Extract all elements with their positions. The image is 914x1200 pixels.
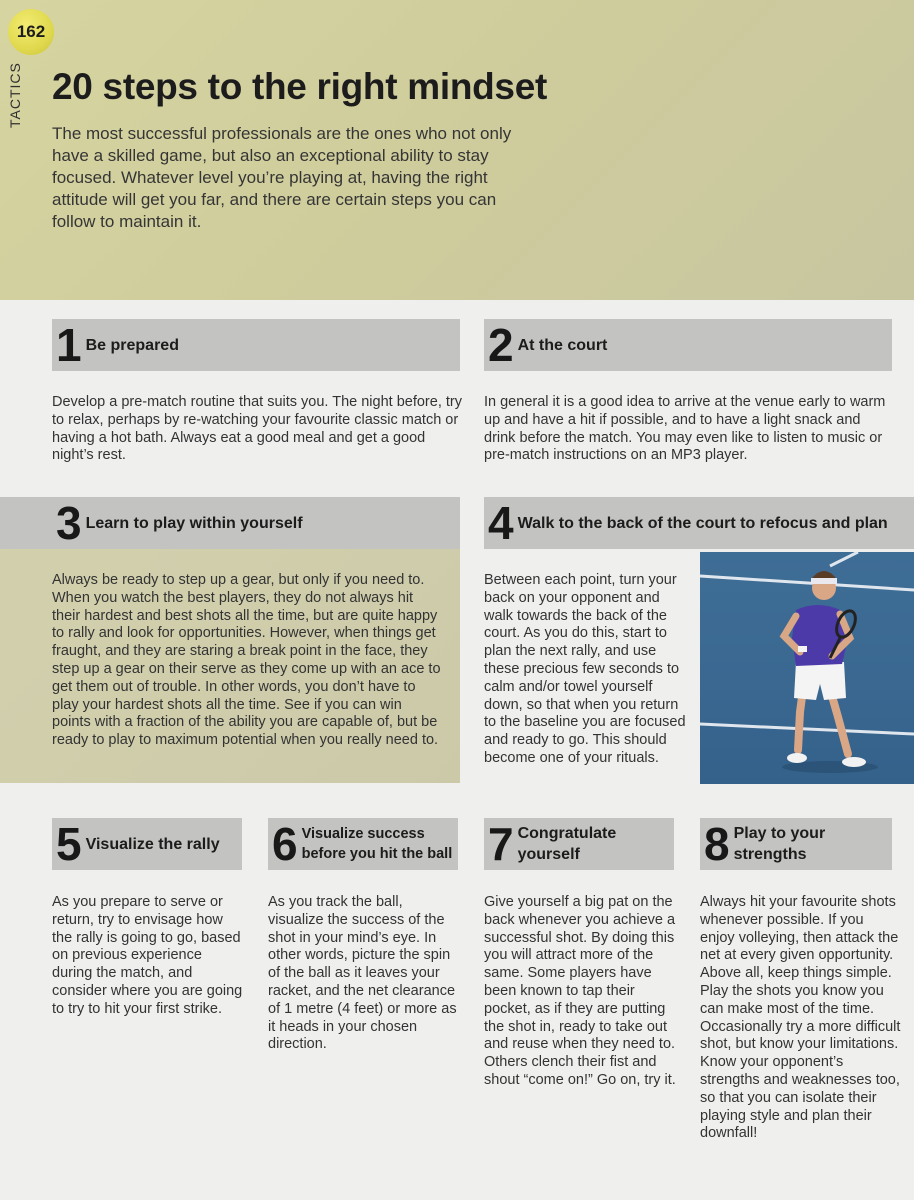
step-number: 6 xyxy=(272,818,298,870)
page-title: 20 steps to the right mindset xyxy=(52,66,547,107)
step-2-header xyxy=(484,319,892,371)
step-4-header xyxy=(484,497,914,549)
page-number-badge xyxy=(8,9,54,55)
step-6-header xyxy=(268,818,458,870)
step-4-body: Between each point, turn your back on your opponent and walk towards the back of the court. As you do this, start to plan the next rally, and use these precious few seconds to calm and/or towel yourself down, so that when you return to the baseline you are focused and ready to go. This should become one of your rituals. xyxy=(484,572,686,766)
step-number: 1 xyxy=(56,319,82,371)
step-number: 7 xyxy=(488,818,514,870)
step-number: 4 xyxy=(488,497,514,549)
step-1-header xyxy=(52,319,460,371)
step-3-header xyxy=(0,497,460,549)
step-number: 5 xyxy=(56,818,82,870)
step-title: Visualize success before you hit the ball xyxy=(301,826,453,862)
step-5-body: As you prepare to serve or return, try to envisage how the rally is going to go, based on previous experience during the match, and consider where you are going to try to hit your first strike. xyxy=(52,894,243,1017)
step-7-body: Give yourself a big pat on the back whenever you achieve a successful shot. By doing this you will attract more of the same. Some players have been known to tap their pocket, as if they are putting the shot in, ready to take out and reuse when they need to. Others clench their fist and shout “come on!” Go on, try it. xyxy=(484,894,676,1088)
step-title: Be prepared xyxy=(85,336,179,354)
step-title: Congratulate yourself xyxy=(517,825,617,863)
step-8-body: Always hit your favourite shots whenever possible. If you enjoy volleying, then attack the net at every given opportunity. Above all, keep things simple. Play the shots you know you can make most of the time. Occasionally try a more difficult shot, but know your limitations. Know your opponent’s strengths and weaknesses too, so that you can isolate their playing style and plan their downfall! xyxy=(700,894,901,1142)
step-number: 8 xyxy=(704,818,730,870)
step-2-body: In general it is a good idea to arrive at the venue early to warm up and have a hit if possible, and to have a light snack and drink before the match. You may even like to listen to music or pre-match instructions on an MP3 player. xyxy=(484,394,886,464)
step-title: Learn to play within yourself xyxy=(85,514,303,532)
step-title: Walk to the back of the court to refocus and plan xyxy=(517,514,888,532)
step-title: At the court xyxy=(517,336,608,354)
step-1-body: Develop a pre-match routine that suits you. The night before, try to relax, perhaps by re-watching your favourite classic match or having a hot bath. Always eat a good meal and get a good night’s rest. xyxy=(52,394,462,464)
step-number: 3 xyxy=(56,497,82,549)
step-3-body: Always be ready to step up a gear, but only if you need to. When you watch the best players, they do not always hit their hardest and best shots all the time, but are quite happy to rally and look for opportunities. However, when things get fraught, and they are staring a break point in the face, they step up a gear on their serve as they come up with an ace to get them out of trouble. In other words, you don’t have to play your hardest shots all the time. See if you can win points with a fraction of the ability you are capable of, but be ready to play to maximum potential when you really need to. xyxy=(52,572,441,749)
tennis-player-photo xyxy=(700,552,914,784)
intro-paragraph: The most successful professionals are the ones who not only have a skilled game, but also an exceptional ability to stay focused. Whatever level you’re playing at, having the right attitude will get you far, and there are certain steps you can follow to maintain it. xyxy=(52,124,512,231)
step-title: Play to your strengths xyxy=(733,825,826,863)
section-tab: TACTICS xyxy=(7,62,23,128)
step-title: Visualize the rally xyxy=(85,835,220,853)
page-number: 162 xyxy=(16,22,46,41)
tennis-player-illustration xyxy=(700,552,914,784)
step-5-header xyxy=(52,818,242,870)
step-6-body: As you track the ball, visualize the success of the shot in your mind’s eye. In other words, picture the spin of the ball as it leaves your racket, and the net clearance of 1 metre (4 feet) or more as it heads in your chosen direction. xyxy=(268,894,457,1053)
step-8-header xyxy=(700,818,892,870)
step-number: 2 xyxy=(488,319,514,371)
step-7-header xyxy=(484,818,674,870)
